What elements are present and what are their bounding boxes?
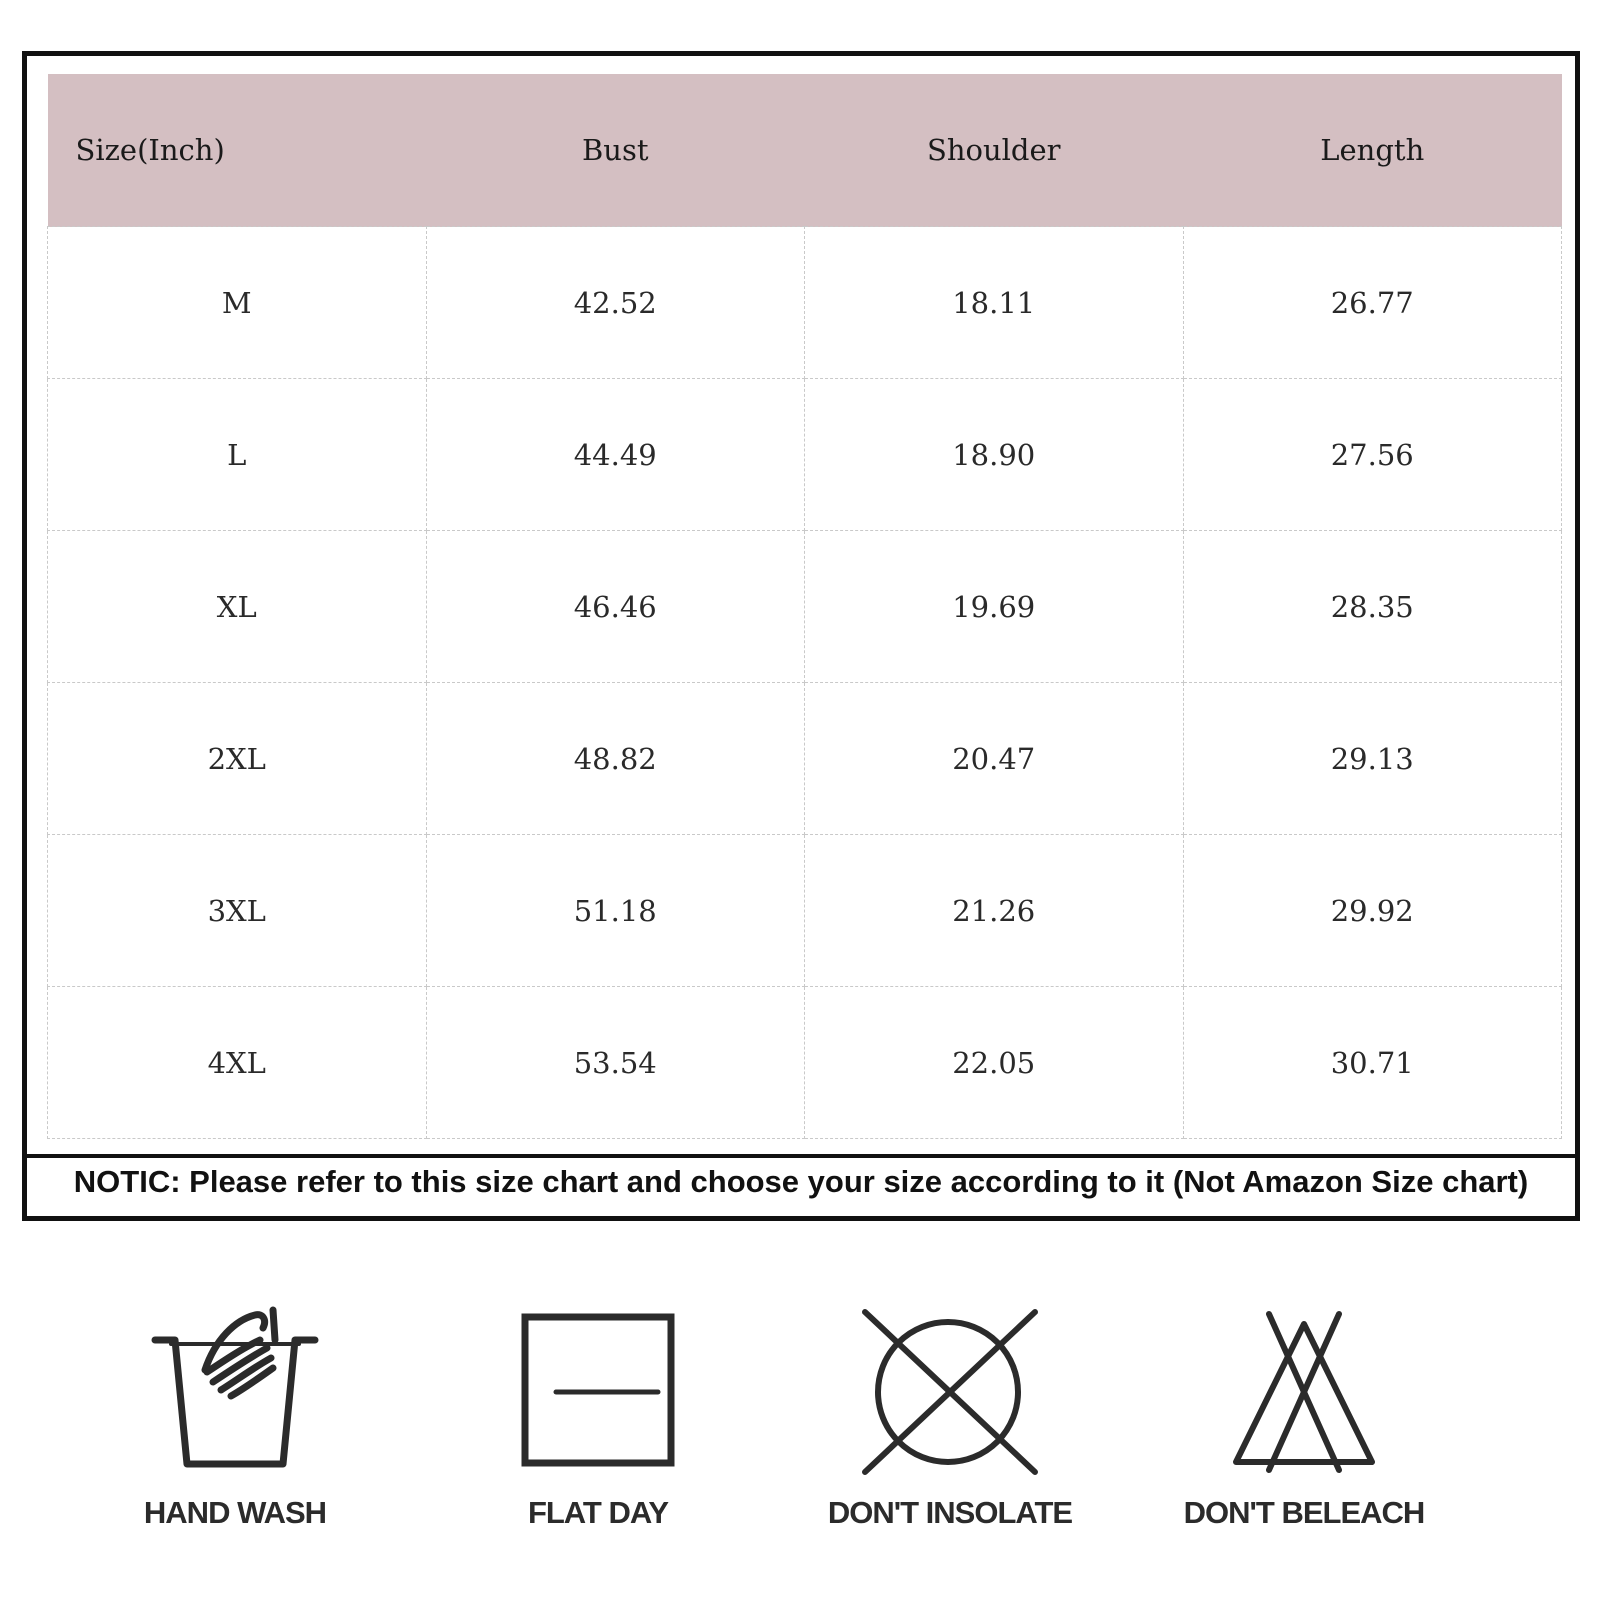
do-not-tumble-dry-icon bbox=[850, 1300, 1050, 1480]
cell-size: 3XL bbox=[48, 835, 427, 987]
cell-shoulder: 21.26 bbox=[805, 835, 1184, 987]
care-label: HAND WASH bbox=[143, 1495, 327, 1530]
do-not-bleach-icon bbox=[1214, 1300, 1394, 1480]
cell-shoulder: 18.90 bbox=[805, 379, 1184, 531]
cell-length: 28.35 bbox=[1183, 531, 1562, 683]
flat-dry-icon bbox=[508, 1300, 688, 1480]
care-label: FLAT DAY bbox=[527, 1495, 669, 1530]
cell-length: 29.92 bbox=[1183, 835, 1562, 987]
cell-bust: 42.52 bbox=[426, 227, 805, 379]
cell-bust: 46.46 bbox=[426, 531, 805, 683]
cell-shoulder: 19.69 bbox=[805, 531, 1184, 683]
cell-shoulder: 22.05 bbox=[805, 987, 1184, 1139]
cell-bust: 44.49 bbox=[426, 379, 805, 531]
care-instructions bbox=[0, 1240, 1600, 1580]
header-size: Size(Inch) bbox=[48, 74, 427, 227]
table-row bbox=[48, 683, 1562, 835]
cell-size: 4XL bbox=[48, 987, 427, 1139]
cell-length: 27.56 bbox=[1183, 379, 1562, 531]
size-table bbox=[47, 74, 1562, 1139]
cell-shoulder: 20.47 bbox=[805, 683, 1184, 835]
cell-bust: 48.82 bbox=[426, 683, 805, 835]
cell-size: L bbox=[48, 379, 427, 531]
header-length: Length bbox=[1183, 74, 1562, 227]
cell-size: 2XL bbox=[48, 683, 427, 835]
table-row bbox=[48, 987, 1562, 1139]
table-row bbox=[48, 835, 1562, 987]
care-item-flat-dry bbox=[418, 1240, 778, 1580]
table-row bbox=[48, 531, 1562, 683]
care-label: DON'T BELEACH bbox=[1183, 1495, 1425, 1530]
cell-length: 30.71 bbox=[1183, 987, 1562, 1139]
header-bust: Bust bbox=[426, 74, 805, 227]
care-item-dont-bleach bbox=[1124, 1240, 1484, 1580]
care-item-dont-insolate bbox=[770, 1240, 1130, 1580]
cell-shoulder: 18.11 bbox=[805, 227, 1184, 379]
size-notice: NOTIC: Please refer to this size chart and choose your size according to it (Not Amazon Size chart) bbox=[73, 1164, 1529, 1199]
cell-length: 26.77 bbox=[1183, 227, 1562, 379]
cell-length: 29.13 bbox=[1183, 683, 1562, 835]
hand-wash-icon bbox=[135, 1300, 335, 1480]
cell-size: M bbox=[48, 227, 427, 379]
notice-divider bbox=[27, 1154, 1575, 1158]
table-header-row bbox=[48, 74, 1562, 227]
cell-size: XL bbox=[48, 531, 427, 683]
table-row bbox=[48, 227, 1562, 379]
cell-bust: 51.18 bbox=[426, 835, 805, 987]
cell-bust: 53.54 bbox=[426, 987, 805, 1139]
header-shoulder: Shoulder bbox=[805, 74, 1184, 227]
care-label: DON'T INSOLATE bbox=[827, 1495, 1073, 1530]
table-row bbox=[48, 379, 1562, 531]
care-item-hand-wash bbox=[55, 1240, 415, 1580]
size-chart-frame bbox=[22, 51, 1580, 1221]
